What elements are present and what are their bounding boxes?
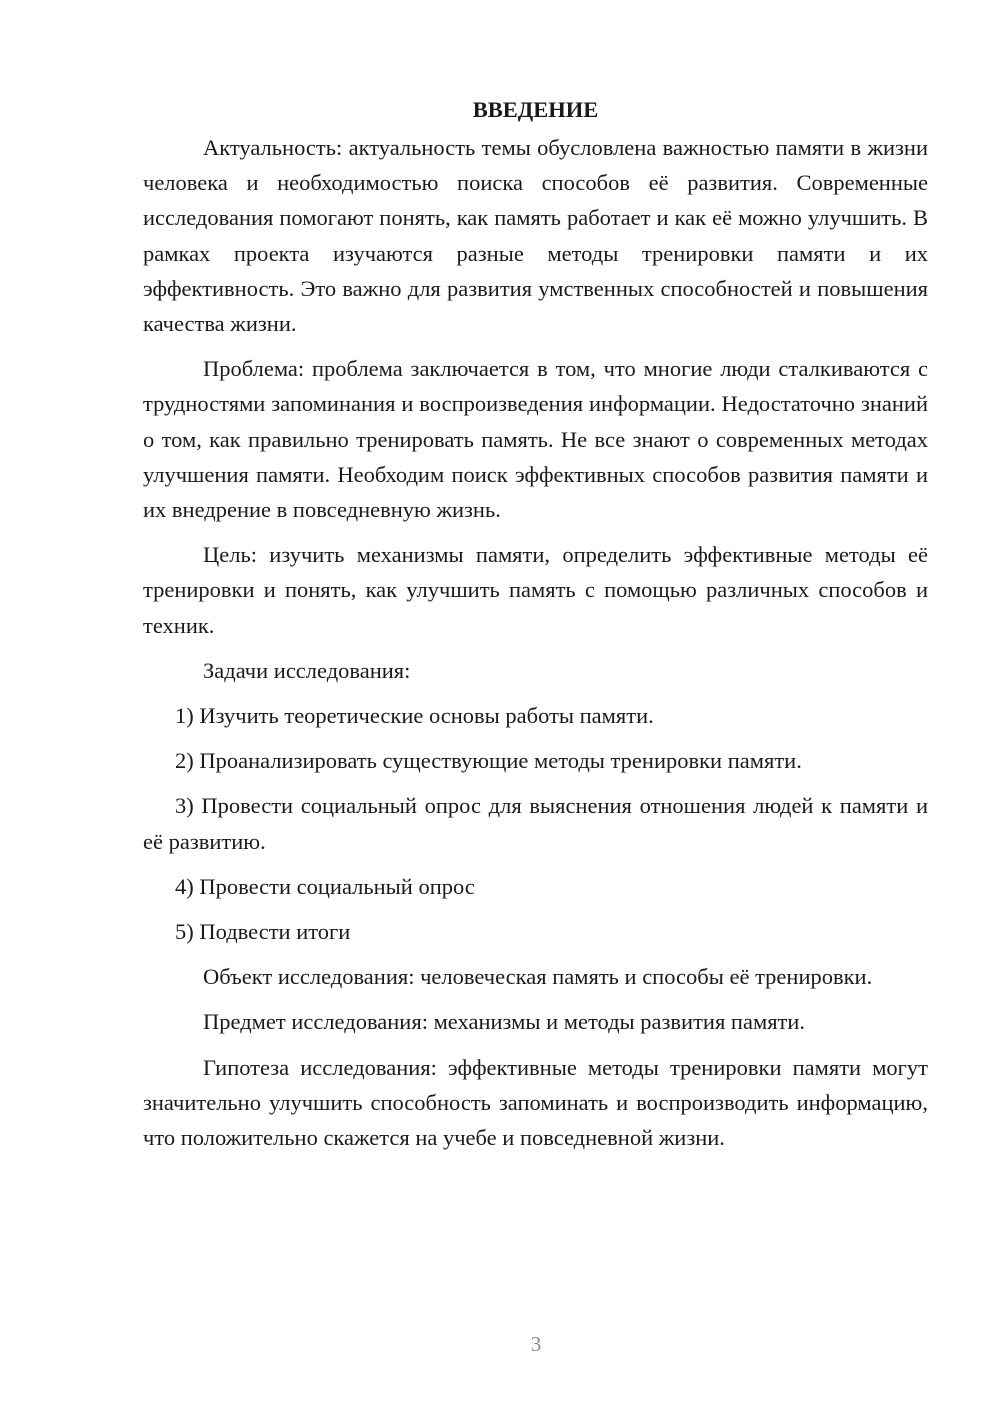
goal-paragraph: Цель: изучить механизмы памяти, определить эффективные методы её тренировки и понять, как улучшить память с помощью различных способов и техник. — [143, 542, 928, 638]
document-body — [143, 92, 928, 1165]
section-title: ВВЕДЕНИЕ — [472, 97, 599, 122]
object-paragraph: Объект исследования: человеческая память и способы её тренировки. — [203, 964, 873, 990]
task-item-4: 4) Провести социальный опрос — [175, 873, 475, 899]
hypothesis-paragraph: Гипотеза исследования: эффективные методы тренировки памяти могут значительно улучшить способность запоминать и воспроизводить информацию, что положительно скажется на учебе и повседневной жизни. — [143, 1054, 928, 1151]
task-item-3: 3) Провести социальный опрос для выяснения отношения людей к памяти и её развитию. — [143, 793, 928, 854]
problem-paragraph: Проблема: проблема заключается в том, что многие люди сталкиваются с трудностями запоминания и воспроизведения информации. Недостаточно знаний о том, как правильно тренировать память. Не все знают о современных методах улучшения памяти. Необходим поиск эффективных способов развития памяти и их внедрение в повседневную жизнь. — [143, 356, 928, 523]
tasks-heading: Задачи исследования: — [203, 657, 411, 683]
relevance-paragraph: Актуальность: актуальность темы обусловлена важностью памяти в жизни человека и необходимостью поиска способов её развития. Современные исследования помогают понять, как память работает и как её можно улучшить. В рамках проекта изучаются разные методы тренировки памяти и их эффективность. Это важно для развития умственных способностей и повышения качества жизни. — [143, 135, 928, 337]
task-item-5: 5) Подвести итоги — [175, 919, 351, 945]
page-number: 3 — [530, 1332, 542, 1356]
task-item-1: 1) Изучить теоретические основы работы памяти. — [175, 703, 654, 729]
task-item-2: 2) Проанализировать существующие методы тренировки памяти. — [175, 748, 802, 774]
subject-paragraph: Предмет исследования: механизмы и методы развития памяти. — [203, 1009, 806, 1035]
